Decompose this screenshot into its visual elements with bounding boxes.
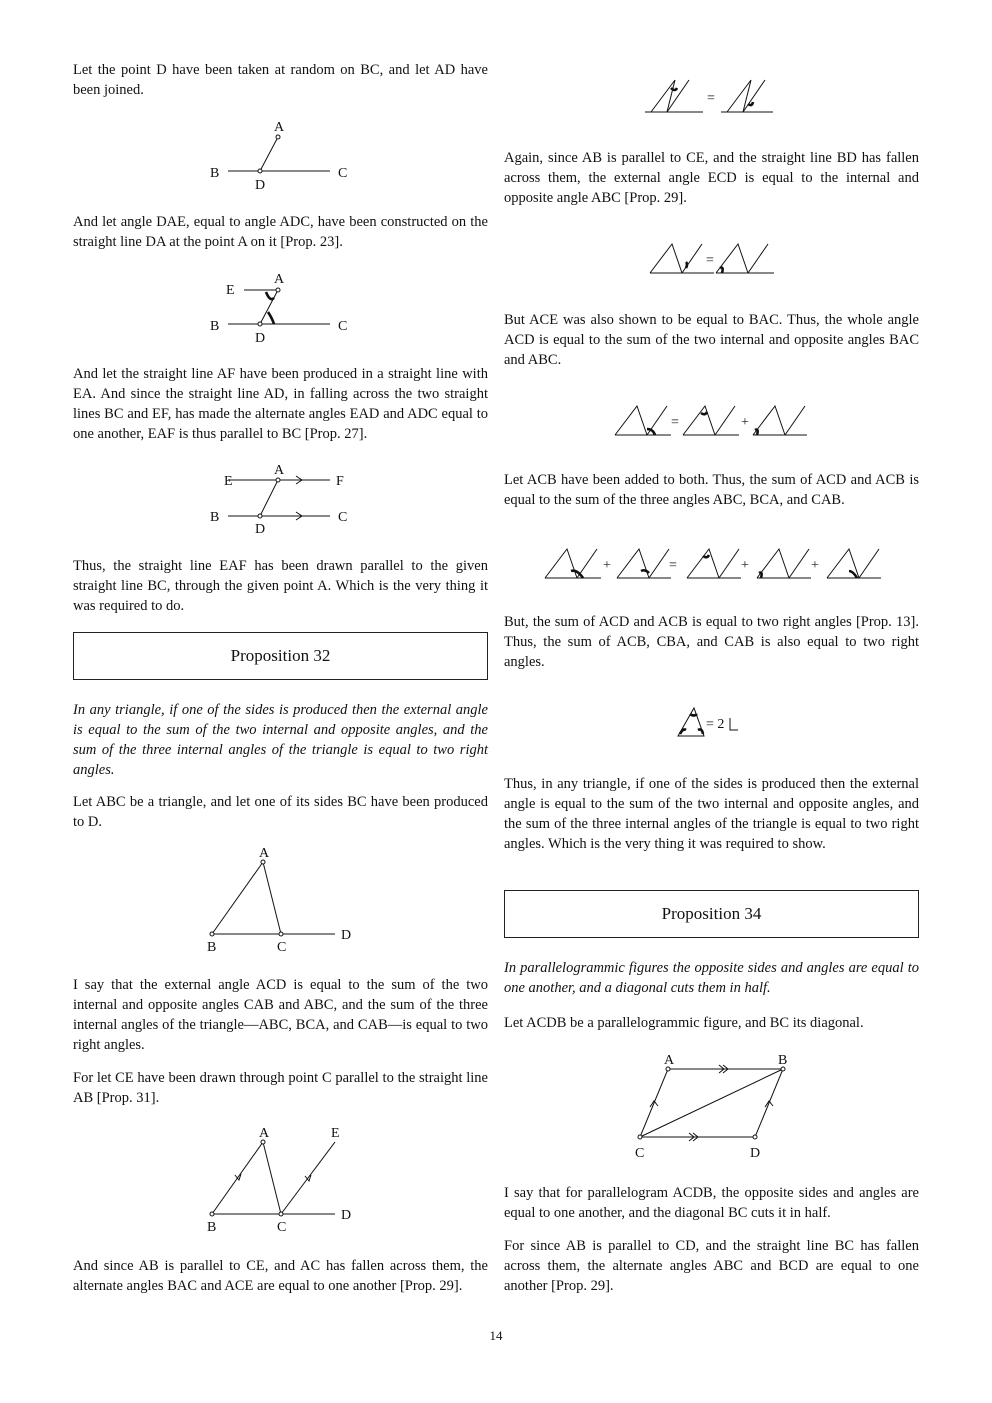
label-C: C	[277, 940, 287, 955]
label-B: B	[210, 166, 220, 181]
label-C: C	[277, 1220, 287, 1235]
equals-sign: =	[707, 91, 715, 106]
paragraph: Thus, the straight line EAF has been drawn parallel to the given straight line BC, through the given point A. Which is the very thing it was required to do.	[73, 558, 488, 614]
label-B: B	[207, 1220, 217, 1235]
equation-bac-eq-ace	[645, 74, 785, 119]
proposition-32-statement: In any triangle, if one of the sides is produced then the external angle is equal to the sum of the two internal and opposite angles, and the sum of the three internal angles of the triangle is equal to two right angles.	[73, 702, 488, 778]
paragraph: For since AB is parallel to CD, and the straight line BC has fallen across them, the alternate angles ABC and BCD are equal to one another [Prop. 29].	[504, 1238, 919, 1294]
proposition-34-heading: Proposition 34	[504, 890, 919, 938]
label-A: A	[664, 1053, 675, 1068]
proposition-32-heading: Proposition 32	[73, 632, 488, 680]
equals-sign: =	[669, 558, 677, 573]
paragraph: For let CE have been drawn through point C parallel to the straight line AB [Prop. 31].	[73, 1070, 488, 1106]
paragraph: Let ACB have been added to both. Thus, the sum of ACD and ACB is equal to the sum of the three angles ABC, BCA, and CAB.	[504, 472, 919, 508]
page-number: 14	[489, 1328, 503, 1343]
label-C: C	[338, 319, 348, 334]
figure-triangle-parallel-ce	[195, 1120, 375, 1240]
label-E: E	[331, 1126, 340, 1141]
paragraph: Let ABC be a triangle, and let one of its sides BC have been produced to D.	[73, 794, 488, 830]
plus-sign: +	[741, 415, 749, 430]
label-A: A	[259, 1126, 270, 1141]
figure-parallel-eaf	[200, 460, 360, 540]
label-A: A	[274, 463, 285, 478]
equation-ecd-eq-abc	[650, 240, 780, 280]
paragraph: Let the point D have been taken at random on BC, and let AD have been joined.	[73, 62, 488, 98]
figure-ad-joined	[200, 115, 360, 195]
label-E: E	[224, 474, 233, 489]
label-B: B	[210, 319, 220, 334]
label-C: C	[338, 166, 348, 181]
paragraph: Again, since AB is parallel to CE, and the straight line BD has fallen across them, the external angle ECD is equal to the internal and opposite angle ABC [Prop. 29].	[504, 150, 919, 206]
equals-two-text: = 2	[706, 717, 725, 732]
plus-sign: +	[811, 558, 819, 573]
label-C: C	[635, 1146, 645, 1161]
figure-angle-dae	[200, 268, 360, 348]
label-F: F	[336, 474, 344, 489]
equation-two-right-angles	[676, 704, 756, 740]
proposition-34-statement: In parallelogrammic figures the opposite sides and angles are equal to one another, and a diagonal cuts them in half.	[504, 960, 919, 996]
label-A: A	[259, 846, 270, 861]
label-E: E	[226, 283, 235, 298]
plus-sign: +	[603, 558, 611, 573]
paragraph: And let angle DAE, equal to angle ADC, have been constructed on the straight line DA at the point A on it [Prop. 23].	[73, 214, 488, 250]
equation-acd-sum	[615, 402, 815, 442]
equals-sign: =	[706, 253, 714, 268]
label-D: D	[255, 522, 266, 537]
label-D: D	[255, 331, 266, 346]
paragraph: Let ACDB be a parallelogrammic figure, and BC its diagonal.	[504, 1015, 864, 1031]
equals-sign: =	[671, 415, 679, 430]
label-D: D	[341, 928, 352, 943]
paragraph: But ACE was also shown to be equal to BAC. Thus, the whole angle ACD is equal to the sum of the two internal and opposite angles BAC and ABC.	[504, 312, 919, 368]
label-B: B	[210, 510, 220, 525]
paragraph: I say that the external angle ACD is equal to the sum of the two internal and opposite angles CAB and ABC, and the sum of the three internal angles of the triangle—ABC, BCA, and CAB—is equal to two right angles.	[73, 977, 488, 1053]
label-B: B	[207, 940, 217, 955]
paragraph: I say that for parallelogram ACDB, the opposite sides and angles are equal to one another, and the diagonal BC cuts it in half.	[504, 1185, 919, 1221]
paragraph: And let the straight line AF have been produced in a straight line with EA. And since the straight line AD, in falling across the two straight lines BC and EF, has made the alternate angles EAD and ADC equal to one another, EAF is thus parallel to BC [Prop. 27].	[73, 366, 488, 442]
label-D: D	[255, 178, 266, 193]
label-A: A	[274, 120, 285, 135]
right-angle-icon	[730, 718, 738, 730]
paragraph: And since AB is parallel to CE, and AC has fallen across them, the alternate angles BAC and ACE are equal to one another [Prop. 29].	[73, 1258, 488, 1294]
paragraph: Thus, in any triangle, if one of the sides is produced then the external angle is equal to the sum of the two internal and opposite angles, and the sum of the three internal angles of the triangle is equal to two right angles. Which is the very thing it was required to show.	[504, 776, 919, 852]
equation-three-angles	[545, 545, 885, 585]
label-B: B	[778, 1053, 788, 1068]
label-A: A	[274, 272, 285, 287]
paragraph: But, the sum of ACD and ACB is equal to two right angles [Prop. 13]. Thus, the sum of ACB, CBA, and CAB is also equal to two right angles.	[504, 614, 919, 670]
label-D: D	[341, 1208, 352, 1223]
label-C: C	[338, 510, 348, 525]
figure-parallelogram-acdb	[625, 1045, 805, 1165]
figure-triangle-abc	[195, 840, 375, 960]
label-D: D	[750, 1146, 761, 1161]
plus-sign: +	[741, 558, 749, 573]
